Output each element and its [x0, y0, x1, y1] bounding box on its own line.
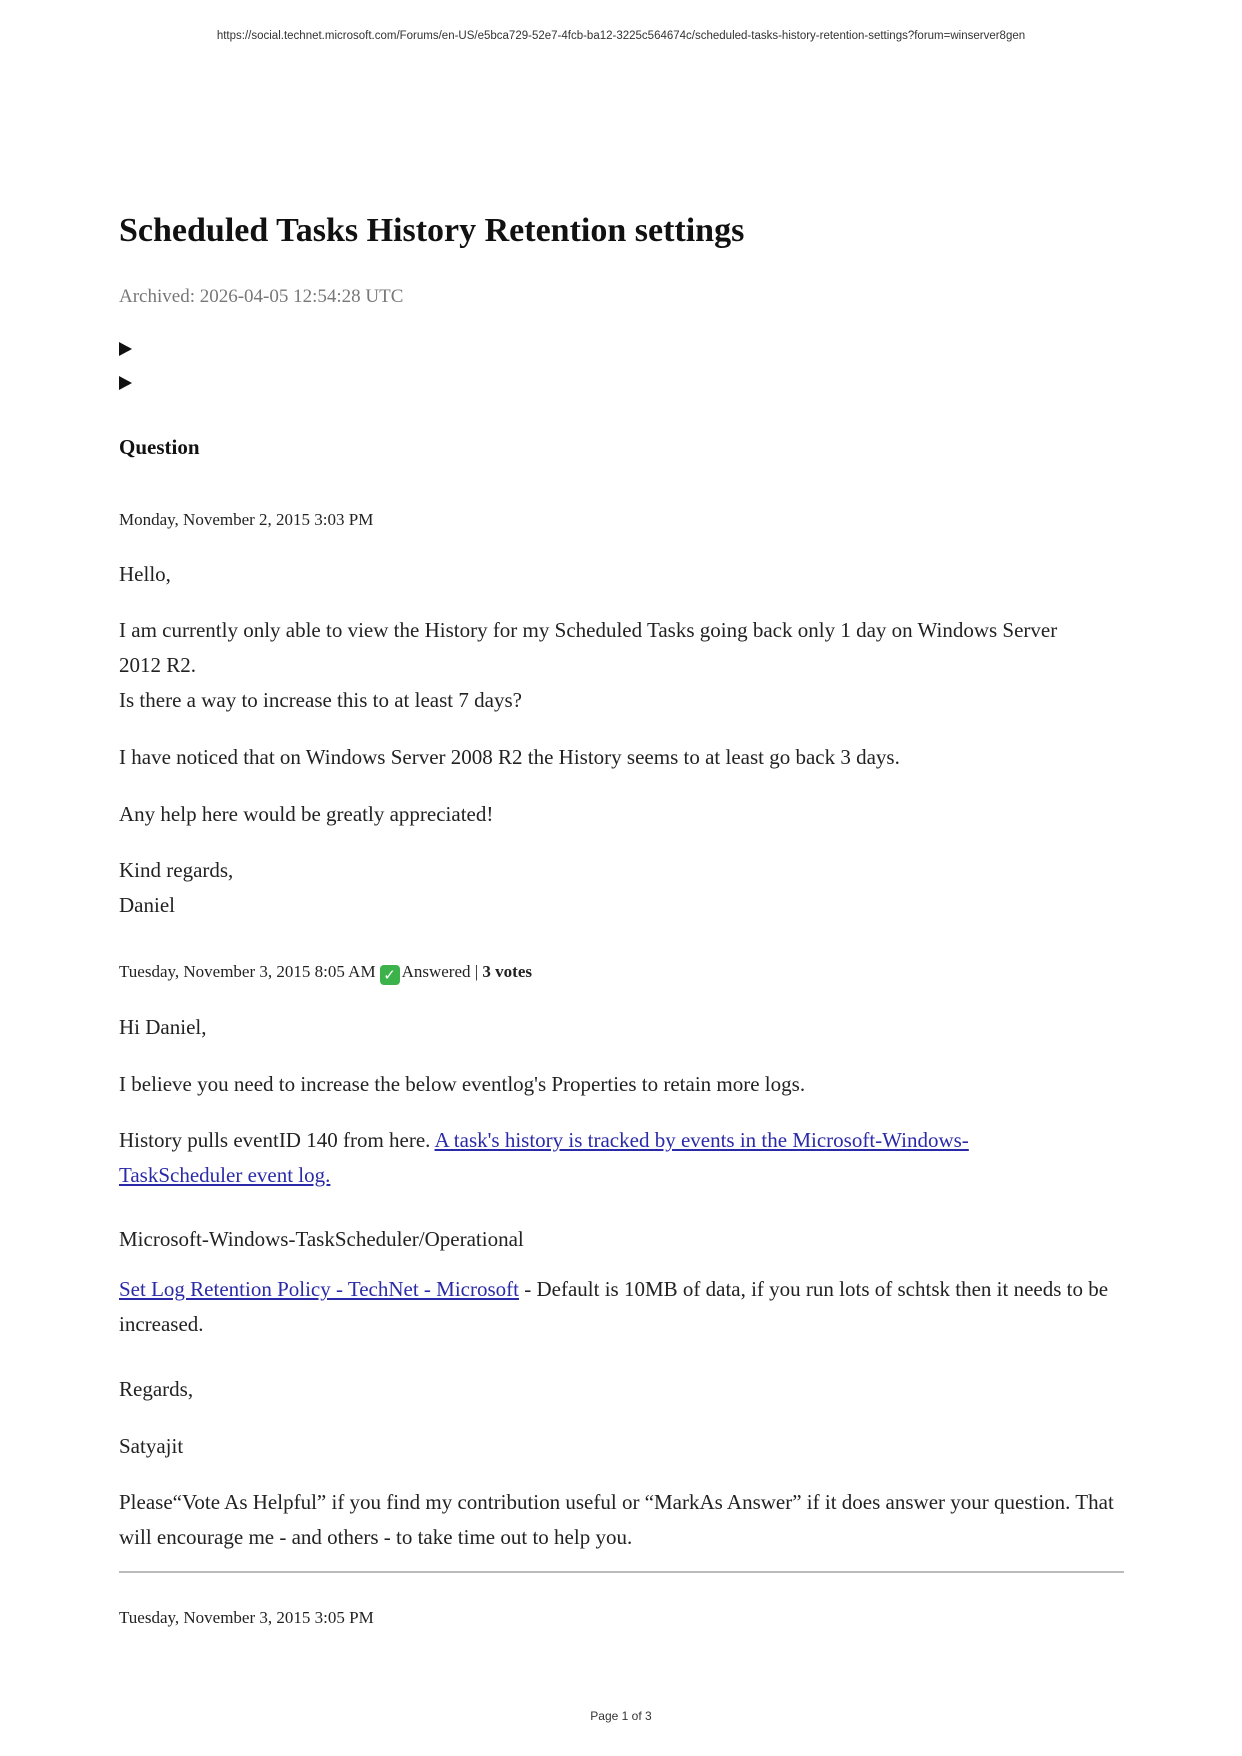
answer-signature: Satyajit	[119, 1434, 184, 1458]
question-line: Is there a way to increase this to at least 7 days?	[119, 688, 522, 712]
question-paragraph: I have noticed that on Windows Server 2008 R2 the History seems to at least go back 3 days.	[119, 745, 900, 769]
answer-text: - Default is 10MB of data, if you run lots of schtsk then it needs to be increased.	[119, 1277, 1109, 1336]
answer-regards: Regards,	[119, 1377, 194, 1401]
signature: Daniel	[119, 893, 175, 917]
archived-timestamp: Archived: 2026-04-05 12:54:28 UTC	[119, 286, 404, 307]
check-mark-icon: ✓	[380, 965, 400, 985]
closing-line: Kind regards,	[119, 858, 234, 882]
answer-paragraph	[119, 1272, 1124, 1342]
question-line: I am currently only able to view the History for my Scheduled Tasks going back only 1 day on Windows Server	[119, 618, 1058, 642]
question-paragraph	[119, 613, 1124, 718]
next-post-timestamp: Tuesday, November 3, 2015 3:05 PM	[119, 1608, 374, 1627]
task-history-link[interactable]: A task's history is tracked by events in the Microsoft-Windows-TaskScheduler event log.	[119, 1128, 969, 1187]
page-title: Scheduled Tasks History Retention settings	[119, 212, 745, 249]
answer-greeting: Hi Daniel,	[119, 1015, 207, 1039]
question-closing	[119, 853, 1124, 923]
answer-meta	[119, 962, 1124, 985]
answer-timestamp: Tuesday, November 3, 2015 8:05 AM	[119, 962, 376, 981]
log-retention-link[interactable]: Set Log Retention Policy - TechNet - Microsoft	[119, 1277, 519, 1301]
question-heading: Question	[119, 435, 200, 459]
question-greeting: Hello,	[119, 562, 171, 586]
answer-text: History pulls eventID 140 from here.	[119, 1128, 431, 1152]
source-url: https://social.technet.microsoft.com/Forums/en-US/e5bca729-52e7-4fcb-ba12-3225c564674c/scheduled-tasks-history-retention-settings?forum=winserver8gen	[216, 30, 1026, 42]
post-divider	[119, 1571, 1124, 1573]
question-line: 2012 R2.	[119, 653, 197, 677]
log-path: Microsoft-Windows-TaskScheduler/Operational	[119, 1227, 524, 1251]
answer-paragraph: I believe you need to increase the below eventlog's Properties to retain more logs.	[119, 1072, 806, 1096]
disclosure-triangle-icon[interactable]	[119, 342, 132, 356]
page-number: Page 1 of 3	[590, 1709, 652, 1723]
question-paragraph: Any help here would be greatly appreciated!	[119, 802, 494, 826]
answer-paragraph	[119, 1123, 1019, 1193]
vote-count: 3 votes	[482, 962, 532, 981]
answered-label: Answered |	[401, 962, 479, 981]
disclosure-triangle-icon[interactable]	[119, 376, 132, 390]
answer-footer-note: Please“Vote As Helpful” if you find my contribution useful or “MarkAs Answer” if it does answer your question. That will encourage me - and others - to take time out to help you.	[119, 1490, 1114, 1549]
question-timestamp: Monday, November 2, 2015 3:03 PM	[119, 510, 374, 529]
